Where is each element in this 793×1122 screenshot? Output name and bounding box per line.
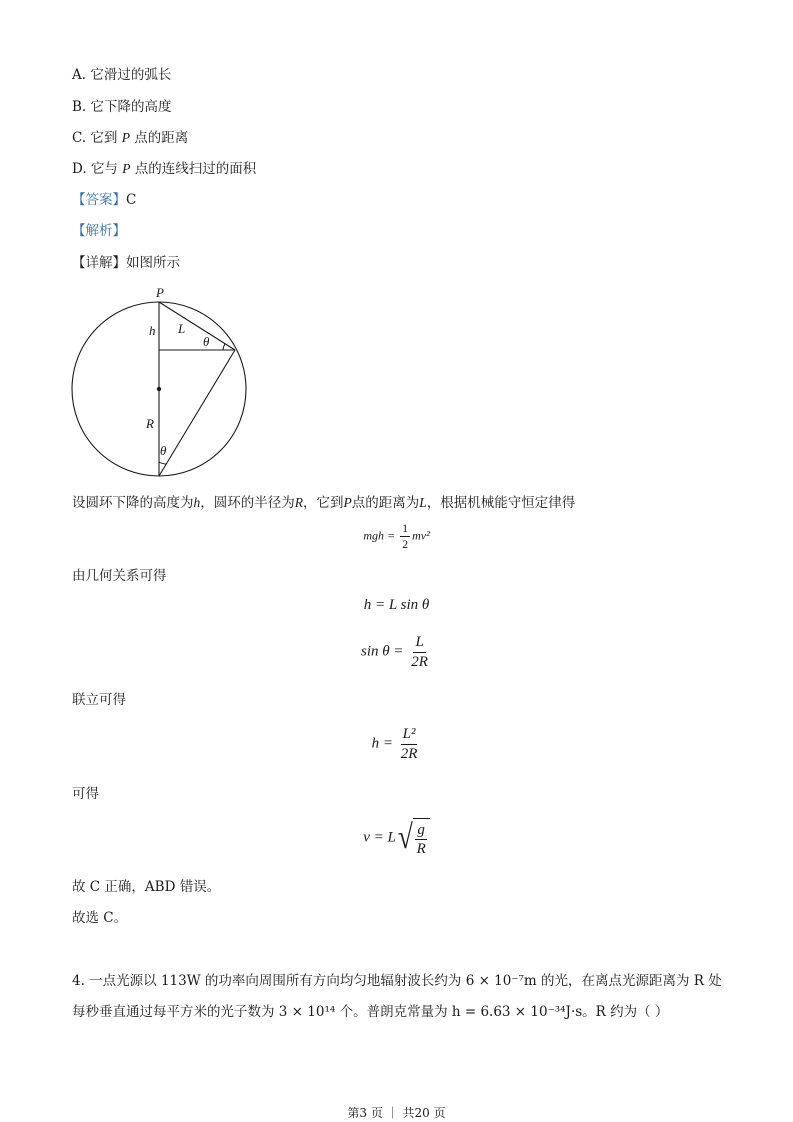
chord-bottom bbox=[159, 350, 235, 476]
eq1-lhs: mgh = bbox=[363, 528, 399, 543]
center-dot bbox=[157, 387, 161, 391]
eq3-lhs: sin θ = bbox=[361, 643, 408, 660]
eq5-den: R bbox=[416, 841, 426, 857]
conclusion-text: 故 C 正确，ABD 错误。 bbox=[72, 879, 221, 895]
eq1-den: 2 bbox=[402, 537, 409, 552]
label-P: P bbox=[156, 285, 164, 300]
option-d-suffix: 点的连线扫过的面积 bbox=[130, 161, 257, 177]
combine-text: 联立可得 bbox=[72, 692, 126, 708]
option-b: B. 它下降的高度 bbox=[72, 99, 172, 115]
setup-var-R: R bbox=[294, 495, 303, 510]
eq3-num: L bbox=[413, 634, 425, 653]
eq4-den: 2R bbox=[400, 745, 418, 762]
setup-text-2: ，圆环的半径为 bbox=[200, 495, 295, 511]
eq5-lhs: v = L bbox=[363, 829, 396, 846]
eq4-lhs: h = bbox=[371, 735, 397, 752]
eq5-fraction bbox=[415, 822, 428, 858]
answer-line bbox=[72, 191, 136, 209]
eq4-num: L² bbox=[401, 726, 418, 745]
answer-label: 【答案】 bbox=[72, 192, 126, 208]
equation-sin bbox=[0, 634, 793, 670]
option-c-suffix: 点的距离 bbox=[129, 130, 189, 146]
eq5-num: g bbox=[415, 822, 427, 841]
setup-text-4: 点的距离为 bbox=[351, 495, 420, 511]
question4-line2: 每秒垂直通过每平方米的光子数为 3 × 10¹⁴ 个。普朗克常量为 h = 6.63 × 10⁻³⁴J·s。R 约为（ ） bbox=[72, 1004, 669, 1020]
eq5-sqrt bbox=[396, 818, 430, 858]
geometry-text: 由几何关系可得 bbox=[72, 568, 167, 584]
label-R: R bbox=[146, 416, 154, 431]
page-footer: 第3 页 ｜ 共20 页 bbox=[347, 1106, 446, 1120]
label-theta-top: θ bbox=[203, 334, 210, 349]
detail-label: 【详解】 bbox=[72, 255, 126, 271]
equation-h-lsin: h = L sin θ bbox=[363, 597, 430, 613]
detail-text: 如图所示 bbox=[126, 255, 180, 271]
eq4-fraction bbox=[399, 726, 420, 762]
eq3-fraction bbox=[409, 634, 430, 670]
question4-line1: 4. 一点光源以 113W 的功率向周围所有方向均匀地辐射波长约为 6 × 10⁻⁷m 的光，在离点光源距离为 R 处 bbox=[72, 973, 722, 989]
setup-text-1: 设圆环下降的高度为 bbox=[72, 495, 194, 511]
chord-L bbox=[159, 302, 235, 350]
circle-diagram bbox=[68, 282, 253, 482]
option-d bbox=[72, 160, 256, 178]
eq3-den: 2R bbox=[411, 653, 428, 670]
option-c bbox=[72, 129, 188, 147]
setup-var-h: h bbox=[193, 495, 201, 510]
option-a: A. 它滑过的弧长 bbox=[72, 67, 172, 83]
setup-var-P: P bbox=[343, 495, 352, 510]
setup-sentence bbox=[72, 494, 575, 512]
analysis-label: 【解析】 bbox=[72, 223, 126, 239]
detail-line bbox=[72, 254, 180, 272]
answer-value: C bbox=[126, 192, 137, 208]
angle-arc-bottom bbox=[159, 462, 166, 464]
equation-energy bbox=[0, 522, 793, 551]
choice-text: 故选 C。 bbox=[72, 910, 128, 926]
label-L: L bbox=[178, 321, 186, 336]
option-c-var: P bbox=[121, 130, 130, 145]
option-d-prefix: D. 它与 bbox=[72, 161, 123, 177]
option-d-var: P bbox=[122, 161, 131, 176]
eq1-fraction bbox=[400, 522, 410, 551]
sqrt-icon: √ bbox=[397, 819, 413, 856]
equation-h-L2 bbox=[0, 726, 793, 762]
setup-text-3: ，它到 bbox=[303, 495, 344, 511]
label-theta-bottom: θ bbox=[160, 443, 167, 458]
eq1-num: 1 bbox=[400, 522, 410, 537]
option-c-prefix: C. 它到 bbox=[72, 130, 122, 146]
equation-v bbox=[0, 818, 793, 858]
label-h: h bbox=[149, 323, 156, 338]
setup-var-L: L bbox=[419, 495, 427, 510]
angle-arc-top bbox=[223, 344, 225, 350]
then-text: 可得 bbox=[72, 786, 99, 802]
setup-text-5: ，根据机械能守恒定律得 bbox=[426, 495, 576, 511]
eq1-rhs: mv² bbox=[412, 528, 430, 543]
